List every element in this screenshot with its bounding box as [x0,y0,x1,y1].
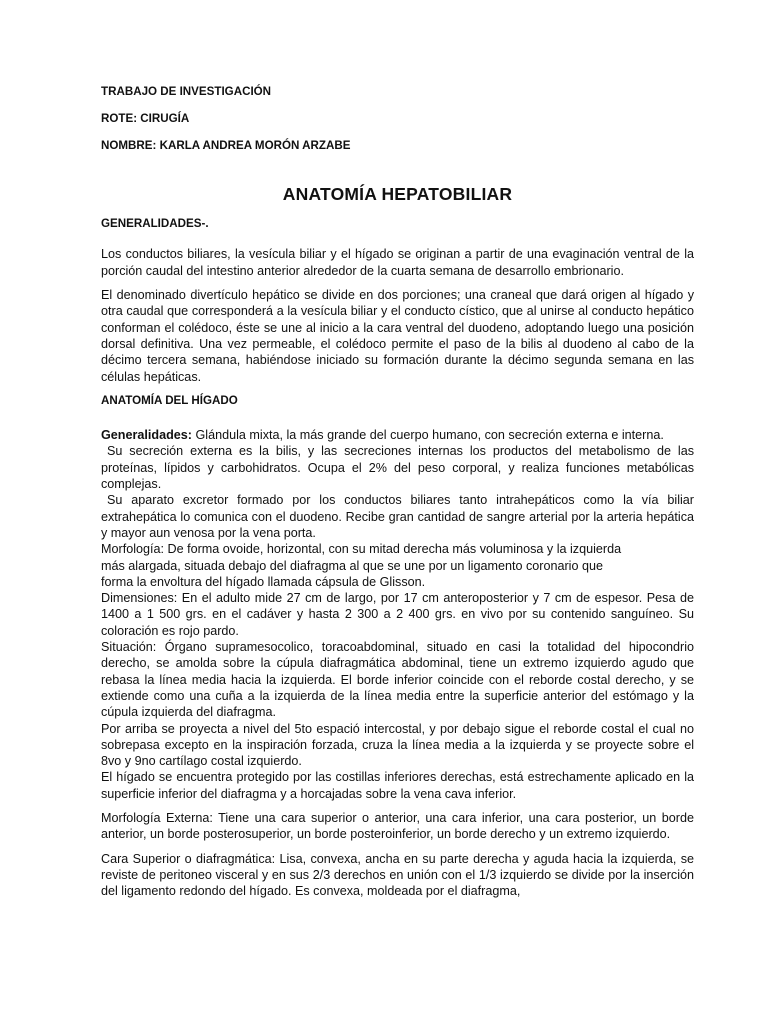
section-heading-anatomia-higado: ANATOMÍA DEL HÍGADO [101,393,238,407]
paragraph-cara-superior: Cara Superior o diafragmática: Lisa, convexa, ancha en su parte derecha y aguda hacia la izquierda, se reviste de peritoneo visceral y en sus 2/3 derechos en unión con el 1/3 izquierdo se divide por la inserción del ligamento redondo del hígado. Es convexa, moldeada por el diafragma, [101,851,694,899]
paragraph-diverticulo: El denominado divertículo hepático se divide en dos porciones; una craneal que dará origen al hígado y otra caudal que corresponderá a la vesícula biliar y el conducto cístico, que al unirse al conducto hepático conforman el colédoco, éste se une al inicio a la cara ventral del duodeno, adoptando luego una posición dorsal definitiva. Una vez permeable, el colédoco permite el paso de la bilis al duodeno al cabo de la décimo tercera semana, habiéndose iniciado su formación durante la décimo segunda semana en las células hepáticas. [101,288,694,384]
document-title: ANATOMÍA HEPATOBILIAR [282,183,513,204]
header-author-name: NOMBRE: KARLA ANDREA MORÓN ARZABE [101,138,351,152]
paragraph-morfologia-externa: Morfología Externa: Tiene una cara superior o anterior, una cara inferior, una cara posterior, un borde anterior, un borde posterosuperior, un borde posteroinferior, un borde derecho y un extremo izquierdo. [101,810,694,842]
paragraph-origin: Los conductos biliares, la vesícula biliar y el hígado se originan a partir de una evaginación ventral de la porción caudal del intestino anterior alrededor de la cuarta semana de desarrollo embrionario. [101,247,694,278]
morfologia-line: forma la envoltura del hígado llamada cápsula de Glisson. [101,574,426,589]
header-work-type: TRABAJO DE INVESTIGACIÓN [101,85,272,98]
generalidades-label: Generalidades: [101,428,192,443]
header-rotation: ROTE: CIRUGÍA [101,111,190,125]
generalidades-text: Glándula mixta, la más grande del cuerpo humano, con secreción externa e interna. [192,428,664,443]
paragraph-secretion: Su secreción externa es la bilis, y las secreciones internas los productos del metabolismo de las proteínas, lípidos y carbohidratos. Ocupa el 2% del peso corporal, y realiza funciones metabólicas complejas. [101,444,694,492]
paragraph-generalidades [101,427,694,443]
document-page [101,84,694,907]
paragraph-protegido: El hígado se encuentra protegido por las costillas inferiores derechas, está estrechamente aplicado en la superficie inferior del diafragma y a horcajadas sobre la vena cava inferior. [101,770,694,801]
morfologia-line: más alargada, situada debajo del diafragma al que se une por un ligamento coronario que [101,558,603,573]
paragraph-morfologia [101,541,694,590]
morfologia-line: Morfología: De forma ovoide, horizontal, con su mitad derecha más voluminosa y la izquierda [101,542,622,557]
paragraph-proyeccion: Por arriba se proyecta a nivel del 5to espació intercostal, y por debajo sigue el reborde costal el cual no sobrepasa excepto en la inspiración forzada, cruza la línea media a la izquierda y se proyecte sobre el 8vo y 9no cartílago costal izquierdo. [101,721,694,769]
paragraph-dimensiones: Dimensiones: En el adulto mide 27 cm de largo, por 17 cm anteroposterior y 7 cm de espesor. Pesa de 1400 a 1 500 grs. en el cadáver y hasta 2 300 a 2 400 grs. en vivo por su contenido sanguíneo. Su coloración es rojo pardo. [101,591,694,638]
paragraph-excretor: Su aparato excretor formado por los conductos biliares tanto intrahepáticos como la vía biliar extrahepática lo comunica con el duodeno. Recibe gran cantidad de sangre arterial por la arteria hepática y mayor aun venosa por la vena porta. [101,493,694,540]
paragraph-situacion: Situación: Órgano supramesocolico, toracoabdominal, situado en casi la totalidad del hipocondrio derecho, se amolda sobre la cúpula diafragmática abdominal, tiene un extremo izquierdo agudo que rebasa la línea media hacia la izquierda. El borde inferior coincide con el reborde costal derecho, y se extiende como una cuña a la izquierda de la línea media entre la superficie anterior del estómago y la cúpula izquierda del diafragma. [101,640,694,720]
section-heading-generalidades: GENERALIDADES-. [101,217,209,231]
